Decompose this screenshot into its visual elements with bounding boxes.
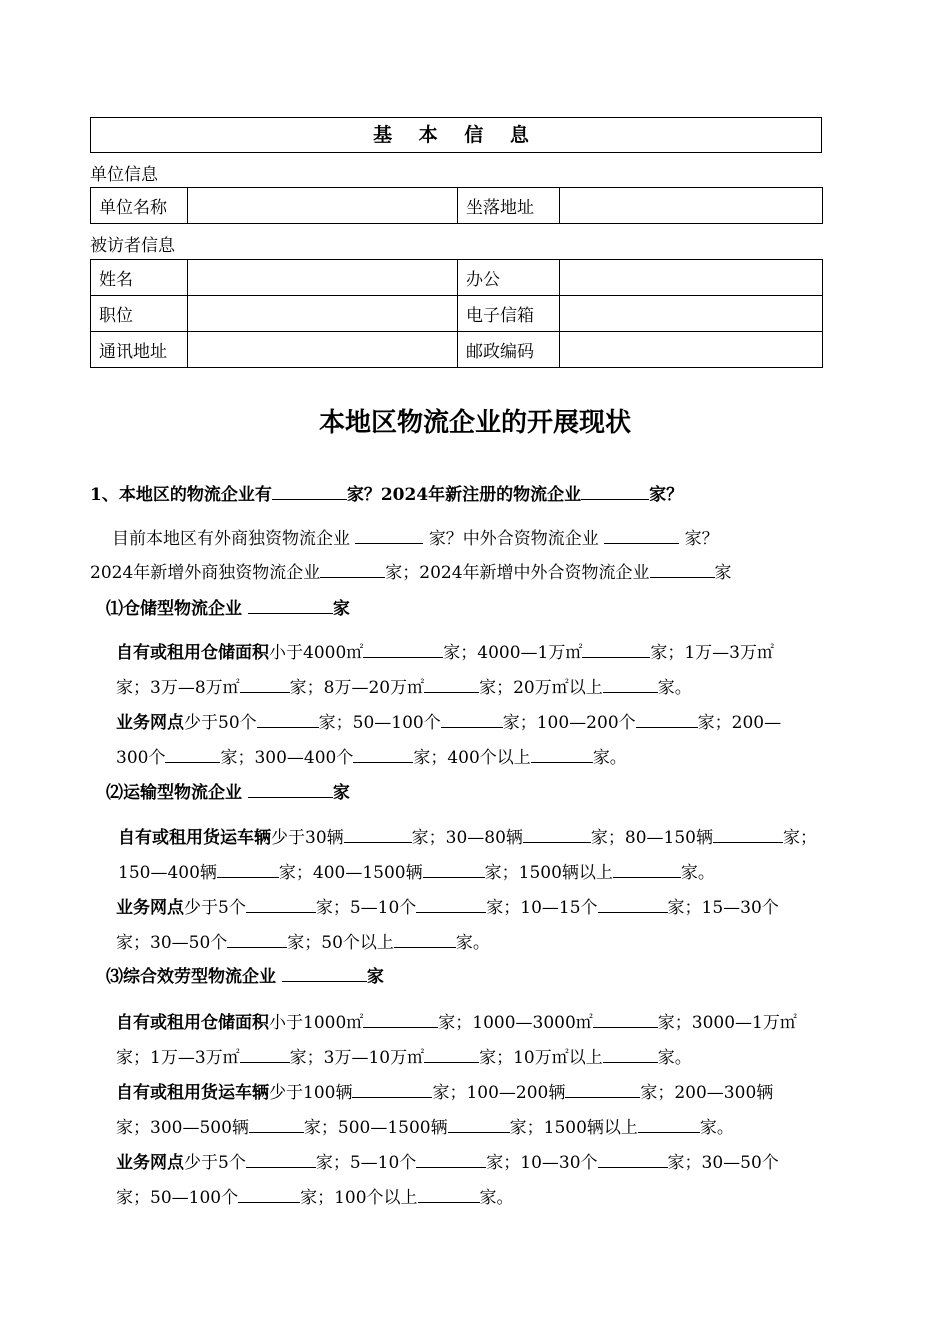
foreign-blank-sole[interactable] <box>355 527 423 544</box>
s1-net-line-2 <box>116 743 627 768</box>
s2-unit: 家 <box>332 783 350 803</box>
unit-info-table <box>90 187 823 224</box>
s1-net-line-1 <box>116 708 781 733</box>
blank-field[interactable] <box>394 931 456 948</box>
blank-field[interactable] <box>613 861 681 878</box>
s2-head-text: ⑵运输型物流企业 <box>106 783 242 803</box>
s3-unit: 家 <box>366 967 384 987</box>
s2-net-text: 家；30—50个 <box>116 933 228 953</box>
s3-area-text: 家；3万—10万㎡ <box>289 1048 425 1068</box>
s3-net-line-1 <box>116 1148 779 1173</box>
s2-vehicle-text: 150—400辆 <box>118 863 217 883</box>
blank-field[interactable] <box>603 676 658 693</box>
new2024-text-a: 2024年新增外商独资物流企业 <box>90 563 321 583</box>
position-field[interactable] <box>188 296 458 332</box>
s3-net-text: 家。 <box>479 1188 514 1208</box>
s1-area-text: 家；4000—1万㎡ <box>443 643 583 663</box>
blank-field[interactable] <box>240 1046 290 1063</box>
q1-text-c: 家？ <box>649 485 684 505</box>
s1-area-line-1 <box>116 638 774 663</box>
s3-vehicle-line-1 <box>116 1078 773 1103</box>
blank-field[interactable] <box>598 1151 668 1168</box>
office-field[interactable] <box>560 260 823 296</box>
blank-field[interactable] <box>363 641 443 658</box>
s1-area-label: 自有或租用仓储面积 <box>116 643 269 663</box>
s2-vehicle-line-1 <box>118 823 817 848</box>
office-label: 办公 <box>458 260 560 296</box>
question-1 <box>90 480 683 505</box>
blank-field[interactable] <box>416 896 486 913</box>
blank-field[interactable] <box>238 1186 300 1203</box>
blank-field[interactable] <box>217 861 279 878</box>
s3-net-label: 业务网点 <box>116 1153 184 1173</box>
s2-net-text: 家；10—15个 <box>486 898 598 918</box>
s1-area-text: 小于4000㎡ <box>269 643 364 663</box>
new2024-blank-sole[interactable] <box>320 561 385 578</box>
s1-net-text: 300个 <box>116 748 166 768</box>
new-2024-line <box>90 558 732 583</box>
s3-vehicle-line-2 <box>116 1113 734 1138</box>
unit-name-field[interactable] <box>188 188 458 224</box>
s3-net-text: 家；10—30个 <box>486 1153 598 1173</box>
s2-vehicle-text: 家；30—80辆 <box>411 828 523 848</box>
blank-field[interactable] <box>424 1046 479 1063</box>
s1-head-text: ⑴仓储型物流企业 <box>106 599 242 619</box>
blank-field[interactable] <box>523 826 591 843</box>
s3-area-text: 家；1万—3万㎡ <box>116 1048 240 1068</box>
new2024-text-b: 家；2024年新增中外合资物流企业 <box>385 563 650 583</box>
email-field[interactable] <box>560 296 823 332</box>
s1-net-text: 少于50个 <box>184 713 257 733</box>
s2-net-text: 家；5—10个 <box>315 898 417 918</box>
s1-area-text: 家；3万—8万㎡ <box>116 678 240 698</box>
foreign-text-a: 目前本地区有外商独资物流企业 <box>112 529 350 549</box>
s2-net-text: 家；50个以上 <box>287 933 394 953</box>
q1-blank-total[interactable] <box>272 483 347 500</box>
s3-net-text: 家；5—10个 <box>315 1153 417 1173</box>
s3-net-line-2 <box>116 1183 514 1208</box>
blank-field[interactable] <box>603 1046 658 1063</box>
s2-vehicle-text: 家； <box>783 828 817 848</box>
blank-field[interactable] <box>636 711 698 728</box>
s1-area-text: 家；1万—3万㎡ <box>650 643 774 663</box>
s3-area-label: 自有或租用仓储面积 <box>116 1013 269 1033</box>
s1-net-text: 家；400个以上 <box>413 748 531 768</box>
s3-net-text: 少于5个 <box>184 1153 246 1173</box>
s3-vehicle-text: 家；100—200辆 <box>432 1083 566 1103</box>
s3-vehicle-label: 自有或租用货运车辆 <box>116 1083 269 1103</box>
s3-vehicle-text: 少于100辆 <box>269 1083 353 1103</box>
postcode-label: 邮政编码 <box>458 332 560 368</box>
q1-text-a: 1、本地区的物流企业有 <box>90 485 272 505</box>
blank-field[interactable] <box>352 1081 432 1098</box>
s1-area-line-2 <box>116 673 692 698</box>
s1-unit: 家 <box>332 599 350 619</box>
interviewee-info-table <box>90 259 823 368</box>
section-2-heading <box>106 778 350 803</box>
s3-vehicle-text: 家；300—500辆 <box>116 1118 249 1138</box>
s2-net-text: 少于5个 <box>184 898 246 918</box>
blank-field[interactable] <box>165 746 220 763</box>
blank-field[interactable] <box>418 1186 480 1203</box>
blank-field[interactable] <box>448 1116 510 1133</box>
s3-net-text: 家；100个以上 <box>300 1188 418 1208</box>
blank-field[interactable] <box>257 711 319 728</box>
unit-address-label: 坐落地址 <box>458 188 560 224</box>
section-1-heading <box>106 594 350 619</box>
s2-vehicle-text: 家；80—150辆 <box>590 828 713 848</box>
s3-area-text: 家。 <box>657 1048 692 1068</box>
blank-field[interactable] <box>246 896 316 913</box>
mail-address-label: 通讯地址 <box>91 332 188 368</box>
s1-net-label: 业务网点 <box>116 713 184 733</box>
s1-area-text: 家；8万—20万㎡ <box>289 678 425 698</box>
foreign-blank-joint[interactable] <box>604 527 679 544</box>
blank-field[interactable] <box>593 1011 658 1028</box>
blank-field[interactable] <box>582 641 650 658</box>
blank-field[interactable] <box>424 676 479 693</box>
blank-field[interactable] <box>249 1116 304 1133</box>
s3-vehicle-text: 家；1500辆以上 <box>509 1118 638 1138</box>
q1-blank-new[interactable] <box>581 483 649 500</box>
foreign-text-c: 家？ <box>684 529 719 549</box>
blank-field[interactable] <box>344 826 412 843</box>
s1-net-text: 家；200— <box>697 713 782 733</box>
s2-net-text: 家；15—30个 <box>667 898 779 918</box>
blank-field[interactable] <box>565 1081 640 1098</box>
foreign-line <box>112 524 719 549</box>
s3-area-text: 家；3000—1万㎡ <box>657 1013 797 1033</box>
s1-blank-count[interactable] <box>248 597 333 614</box>
interviewee-name-label: 姓名 <box>91 260 188 296</box>
s1-area-text: 家。 <box>657 678 692 698</box>
s3-vehicle-text: 家；500—1500辆 <box>303 1118 448 1138</box>
q1-text-b: 家？2024年新注册的物流企业 <box>346 485 582 505</box>
s2-vehicle-line-2 <box>118 858 715 883</box>
s2-vehicle-text: 家。 <box>680 863 715 883</box>
section-3-heading <box>106 962 384 987</box>
interviewee-info-caption: 被访者信息 <box>90 236 175 256</box>
s1-net-text: 家；300—400个 <box>220 748 354 768</box>
postcode-field[interactable] <box>560 332 823 368</box>
page-title: 本地区物流企业的开展现状 <box>318 408 631 438</box>
s2-vehicle-label: 自有或租用货运车辆 <box>118 828 271 848</box>
blank-field[interactable] <box>638 1116 700 1133</box>
blank-field[interactable] <box>353 746 413 763</box>
s3-vehicle-text: 家；200—300辆 <box>640 1083 774 1103</box>
s2-net-label: 业务网点 <box>116 898 184 918</box>
s3-blank-count[interactable] <box>282 965 367 982</box>
blank-field[interactable] <box>423 861 485 878</box>
blank-field[interactable] <box>598 896 668 913</box>
s1-net-text: 家。 <box>592 748 627 768</box>
blank-field[interactable] <box>531 746 593 763</box>
s3-vehicle-text: 家。 <box>699 1118 734 1138</box>
s3-area-line-2 <box>116 1043 692 1068</box>
interviewee-name-field[interactable] <box>188 260 458 296</box>
s3-area-text: 家；1000—3000㎡ <box>438 1013 593 1033</box>
s2-net-line-1 <box>116 893 779 918</box>
s3-net-text: 家；50—100个 <box>116 1188 239 1208</box>
new2024-blank-joint[interactable] <box>650 561 715 578</box>
new2024-text-c: 家 <box>714 563 732 583</box>
unit-info-caption: 单位信息 <box>90 165 158 185</box>
s3-area-text: 小于1000㎡ <box>269 1013 364 1033</box>
s2-vehicle-text: 家；400—1500辆 <box>278 863 423 883</box>
position-label: 职位 <box>91 296 188 332</box>
blank-field[interactable] <box>240 676 290 693</box>
s2-net-line-2 <box>116 928 490 953</box>
s1-area-text: 家；20万㎡以上 <box>479 678 603 698</box>
s3-net-text: 家；30—50个 <box>667 1153 779 1173</box>
blank-field[interactable] <box>713 826 783 843</box>
s3-area-line-1 <box>116 1008 797 1033</box>
blank-field[interactable] <box>363 1011 438 1028</box>
s2-vehicle-text: 少于30辆 <box>271 828 344 848</box>
s2-net-text: 家。 <box>455 933 490 953</box>
mail-address-field[interactable] <box>188 332 458 368</box>
s3-head-text: ⑶综合效劳型物流企业 <box>106 967 276 987</box>
unit-address-field[interactable] <box>560 188 823 224</box>
email-label: 电子信箱 <box>458 296 560 332</box>
foreign-text-b: 家？中外合资物流企业 <box>428 529 599 549</box>
s2-vehicle-text: 家；1500辆以上 <box>484 863 613 883</box>
s3-area-text: 家；10万㎡以上 <box>479 1048 603 1068</box>
blank-field[interactable] <box>441 711 503 728</box>
unit-name-label: 单位名称 <box>91 188 188 224</box>
blank-field[interactable] <box>416 1151 486 1168</box>
section-header-basic-info: 基 本 信 息 <box>90 117 822 153</box>
blank-field[interactable] <box>227 931 287 948</box>
s2-blank-count[interactable] <box>248 781 333 798</box>
s1-net-text: 家；50—100个 <box>318 713 441 733</box>
blank-field[interactable] <box>246 1151 316 1168</box>
s1-net-text: 家；100—200个 <box>502 713 636 733</box>
